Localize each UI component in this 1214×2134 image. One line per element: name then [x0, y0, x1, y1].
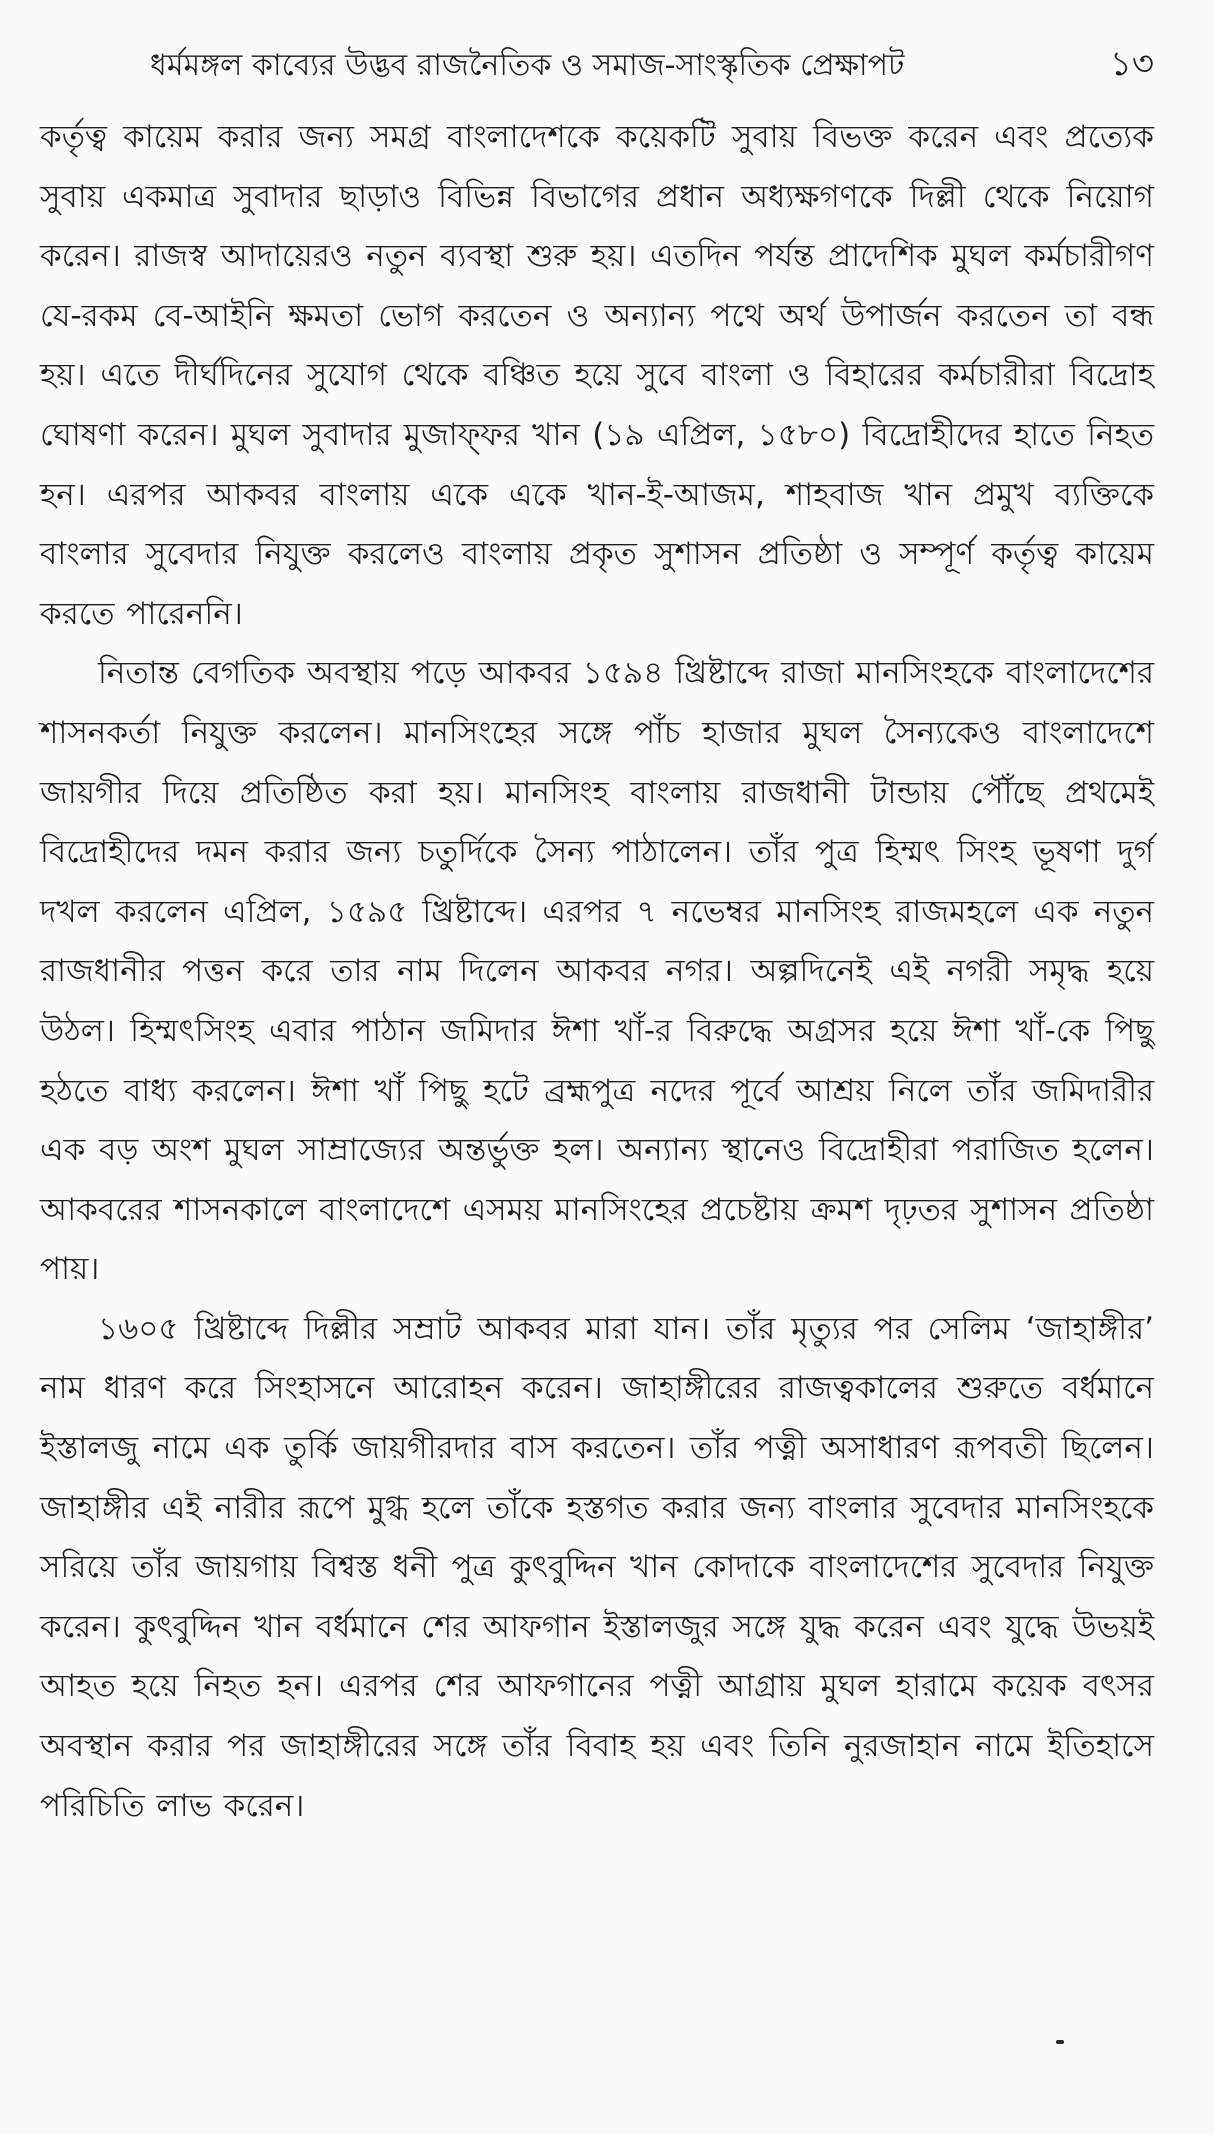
page-header [40, 40, 1154, 100]
page-number: ১৩ [1109, 44, 1154, 84]
paragraph-1: কর্তৃত্ব কায়েম করার জন্য সমগ্র বাংলাদেশকে কয়েকটি সুবায় বিভক্ত করেন এবং প্রত্যেক সুবায় একমাত্র সুবাদার ছাড়াও বিভিন্ন বিভাগের প্রধান অধ্যক্ষগণকে দিল্লী থেকে নিয়োগ করেন। রাজস্ব আদায়েরও নতুন ব্যবস্থা শুরু হয়। এতদিন পর্যন্ত প্রাদেশিক মুঘল কর্মচারীগণ যে-রকম বে-আইনি ক্ষমতা ভোগ করতেন ও অন্যান্য পথে অর্থ উপার্জন করতেন তা বন্ধ হয়। এতে দীর্ঘদিনের সুযোগ থেকে বঞ্চিত হয়ে সুবে বাংলা ও বিহারের কর্মচারীরা বিদ্রোহ ঘোষণা করেন। মুঘল সুবাদার মুজাফ্‌ফর খান (১৯ এপ্রিল, ১৫৮০) বিদ্রোহীদের হাতে নিহত হন। এরপর আকবর বাংলায় একে একে খান-ই-আজম, শাহবাজ খান প্রমুখ ব্যক্তিকে বাংলার সুবেদার নিযুক্ত করলেও বাংলায় প্রকৃত সুশাসন প্রতিষ্ঠা ও সম্পূর্ণ কর্তৃত্ব কায়েম করতে পারেননি। [40, 119, 1154, 632]
running-title: ধর্মমঙ্গল কাব্যের উদ্ভব রাজনৈতিক ও সমাজ-সাংস্কৃতিক প্রেক্ষাপট [150, 48, 905, 83]
ink-speck [1056, 2040, 1064, 2044]
body-text [40, 108, 1154, 1836]
paragraph-3: ১৬০৫ খ্রিষ্টাব্দে দিল্লীর সম্রাট আকবর মারা যান। তাঁর মৃত্যুর পর সেলিম ‘জাহাঙ্গীর’ নাম ধারণ করে সিংহাসনে আরোহন করেন। জাহাঙ্গীরের রাজত্বকালের শুরুতে বর্ধমানে ইস্তালজু নামে এক তুর্কি জায়গীরদার বাস করতেন। তাঁর পত্নী অসাধারণ রূপবতী ছিলেন। জাহাঙ্গীর এই নারীর রূপে মুগ্ধ হলে তাঁকে হস্তগত করার জন্য বাংলার সুবেদার মানসিংহকে সরিয়ে তাঁর জায়গায় বিশ্বস্ত ধনী পুত্র কুৎবুদ্দিন খান কোদাকে বাংলাদেশের সুবেদার নিযুক্ত করেন। কুৎবুদ্দিন খান বর্ধমানে শের আফগান ইস্তালজুর সঙ্গে যুদ্ধ করেন এবং যুদ্ধে উভয়ই আহত হয়ে নিহত হন। এরপর শের আফগানের পত্নী আগ্রায় মুঘল হারামে কয়েক বৎসর অবস্থান করার পর জাহাঙ্গীরের সঙ্গে তাঁর বিবাহ হয় এবং তিনি নুরজাহান নামে ইতিহাসে পরিচিতি লাভ করেন। [40, 1310, 1154, 1824]
paragraph-2: নিতান্ত বেগতিক অবস্থায় পড়ে আকবর ১৫৯৪ খ্রিষ্টাব্দে রাজা মানসিংহকে বাংলাদেশের শাসনকর্তা নিযুক্ত করলেন। মানসিংহের সঙ্গে পাঁচ হাজার মুঘল সৈন্যকেও বাংলাদেশে জায়গীর দিয়ে প্রতিষ্ঠিত করা হয়। মানসিংহ বাংলায় রাজধানী টান্ডায় পৌঁছে প্রথমেই বিদ্রোহীদের দমন করার জন্য চতুর্দিকে সৈন্য পাঠালেন। তাঁর পুত্র হিম্মৎ সিংহ ভূষণা দুর্গ দখল করলেন এপ্রিল, ১৫৯৫ খ্রিষ্টাব্দে। এরপর ৭ নভেম্বর মানসিংহ রাজমহলে এক নতুন রাজধানীর পত্তন করে তার নাম দিলেন আকবর নগর। অল্পদিনেই এই নগরী সমৃদ্ধ হয়ে উঠল। হিম্মৎসিংহ এবার পাঠান জমিদার ঈশা খাঁ-র বিরুদ্ধে অগ্রসর হয়ে ঈশা খাঁ-কে পিছু হঠতে বাধ্য করলেন। ঈশা খাঁ পিছু হটে ব্রহ্মপুত্র নদের পূর্বে আশ্রয় নিলে তাঁর জমিদারীর এক বড় অংশ মুঘল সাম্রাজ্যের অন্তর্ভুক্ত হল। অন্যান্য স্থানেও বিদ্রোহীরা পরাজিত হলেন। আকবরের শাসনকালে বাংলাদেশে এসময় মানসিংহের প্রচেষ্টায় ক্রমশ দৃঢ়তর সুশাসন প্রতিষ্ঠা পায়। [40, 655, 1154, 1288]
